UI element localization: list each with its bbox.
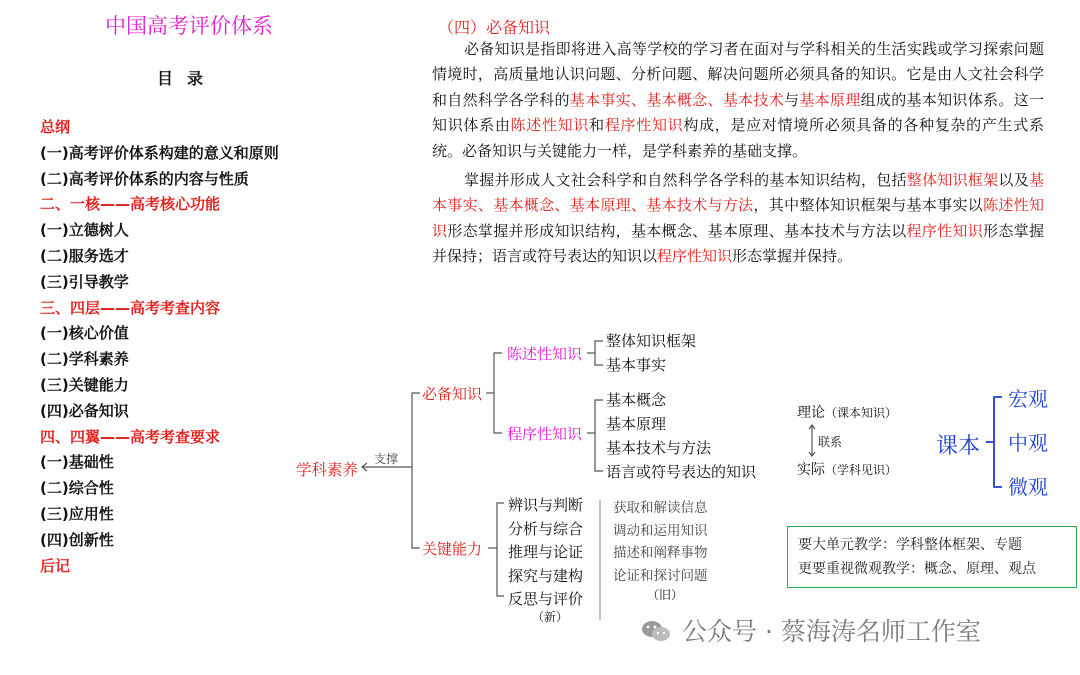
procedural-item: 基本概念 (606, 391, 667, 409)
paragraph-1: 必备知识是指即将进入高等学校的学习者在面对与学科相关的生活实践或学习探索问题情境时，高质量地认识问题、分析问题、解决问题所必须具备的知识。它是由人文社会科学和自然科学各学科的基本事实、基本概念、基本技术与基本原理组成的基本知识体系。这一知识体系由陈述性知识和程序性知识构成，是应对情境所必须具备的各种复杂的产生式系统。必备知识与关键能力一样，是学科素养的基础支撑。 (432, 40, 1044, 160)
new-ability-item: 分析与综合 (508, 519, 584, 538)
page-title: 中国高考评价体系 (105, 14, 273, 38)
toc-item: (一)核心价值 (40, 324, 129, 343)
wechat-icon (640, 619, 672, 643)
textbook-node: 课本 (936, 434, 981, 459)
toc-item: (二)综合性 (40, 479, 114, 498)
toc-item: (二)学科素养 (40, 350, 129, 369)
toc-item: (四)必备知识 (40, 401, 129, 420)
toc-section-heading: 三、四层——高考考查内容 (40, 298, 221, 317)
toc-item: (四)创新性 (40, 530, 114, 549)
toc-section-heading: 四、四翼——高考考查要求 (40, 427, 221, 446)
new-ability-item: 推理与论证 (508, 543, 584, 561)
procedural-node: 程序性知识 (507, 425, 583, 443)
support-label: 支撑 (374, 452, 399, 466)
toc-section-heading: 后记 (40, 556, 71, 575)
old-label: （旧） (647, 588, 684, 602)
scale-item: 中观 (1008, 431, 1048, 455)
toc-heading: 目录 (157, 69, 218, 88)
note-line-2: 更要重视微观教学：概念、原理、观点 (798, 561, 1036, 577)
scale-item: 宏观 (1008, 387, 1048, 411)
toc-item: (一)高考评价体系构建的意义和原则 (40, 143, 279, 162)
note-line-1: 要大单元教学：学科整体框架、专题 (798, 537, 1022, 553)
declarative-item: 整体知识框架 (606, 332, 697, 350)
practice-node: 实际（学科见识） (797, 462, 898, 478)
toc-item: (二)服务选才 (40, 247, 129, 265)
new-ability-item: 辨识与判断 (508, 496, 584, 514)
toc-item: (一)基础性 (40, 453, 114, 472)
toc-item: (二)高考评价体系的内容与性质 (40, 169, 249, 188)
declarative-item: 基本事实 (606, 356, 667, 374)
declarative-node: 陈述性知识 (507, 345, 583, 363)
toc-item: (三)关键能力 (40, 376, 129, 394)
teaching-note-box (787, 526, 1077, 588)
old-ability-item: 论证和探讨问题 (613, 567, 708, 584)
procedural-item: 基本原理 (606, 415, 667, 433)
old-ability-item: 获取和解读信息 (613, 500, 708, 516)
watermark: 公众号 · 蔡海涛名师工作室 (640, 612, 981, 648)
section-title: （四）必备知识 (438, 18, 551, 37)
link-label: 联系 (818, 435, 843, 449)
knowledge-node: 必备知识 (422, 385, 483, 403)
root-node: 学科素养 (296, 461, 359, 479)
old-ability-item: 描述和阐释事物 (613, 545, 708, 561)
toc-item: (三)应用性 (40, 505, 114, 523)
toc-item: (三)引导教学 (40, 272, 129, 291)
procedural-item: 语言或符号表达的知识 (606, 463, 757, 481)
ability-node: 关键能力 (422, 540, 483, 558)
paragraph-2: 掌握并形成人文社会科学和自然科学各学科的基本知识结构，包括整体知识框架以及基本事实、基本概念、基本原理、基本技术与方法，其中整体知识框架与基本事实以陈述性知识形态掌握并形成知识结构，基本概念、基本原理、基本技术与方法以程序性知识形态掌握并保持；语言或符号表达的知识以程序性知识形态掌握并保持。 (432, 171, 1044, 266)
old-ability-item: 调动和运用知识 (613, 522, 708, 539)
toc-section-heading: 总纲 (40, 118, 71, 136)
new-ability-item: 反思与评价 (508, 590, 584, 608)
theory-node: 理论（课本知识） (797, 405, 898, 421)
toc-section-heading: 二、一核——高考核心功能 (40, 195, 221, 214)
scale-item: 微观 (1008, 475, 1048, 499)
new-ability-item: 探究与建构 (508, 566, 584, 585)
procedural-item: 基本技术与方法 (606, 439, 712, 457)
new-label: （新） (532, 610, 569, 624)
toc-item: (一)立德树人 (40, 221, 129, 240)
